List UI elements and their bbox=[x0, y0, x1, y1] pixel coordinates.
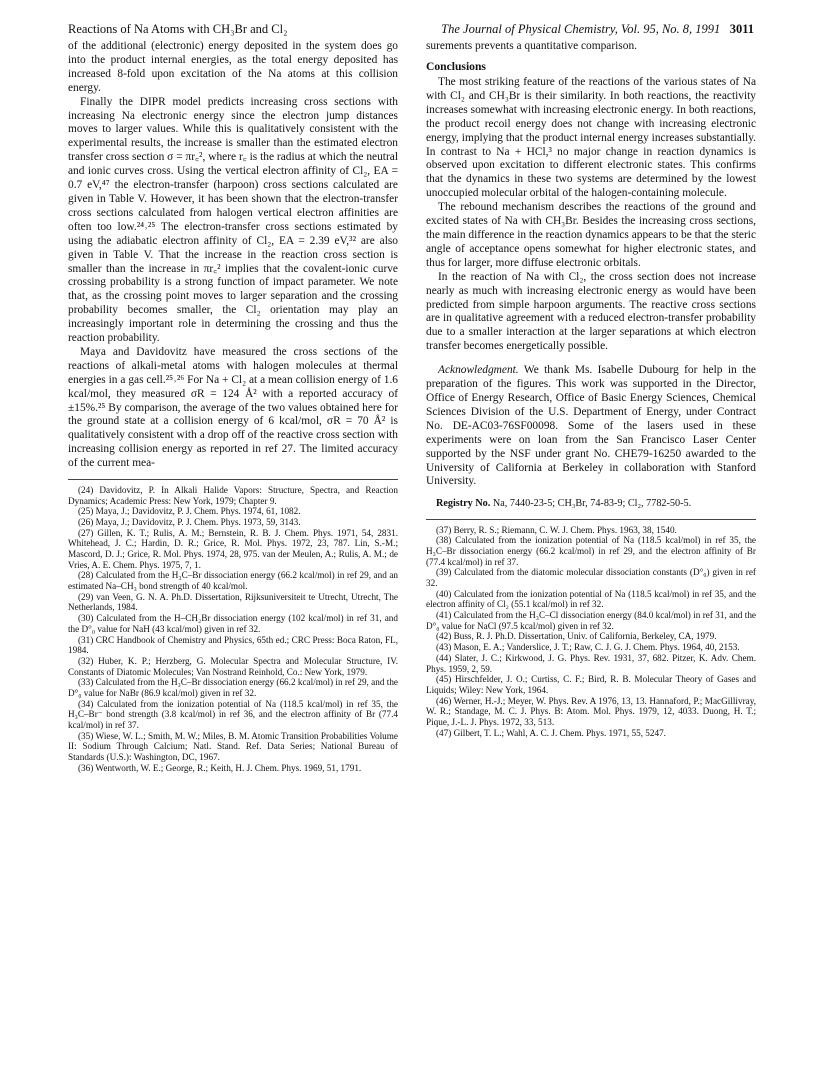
reference-list-right bbox=[426, 525, 756, 738]
reference-item: (32) Huber, K. P.; Herzberg, G. Molecular Spectra and Molecular Structure, IV. Constants of Diatomic Molecules; Van Nostrand Reinhold, Co.: New York, 1979. bbox=[68, 655, 398, 677]
section-heading-conclusions: Conclusions bbox=[426, 59, 486, 73]
right-column bbox=[426, 40, 756, 738]
registry-text: Na, 7440-23-5; CH₃Br, 74-83-9; Cl₂, 7782-50-5. bbox=[490, 498, 692, 510]
reference-item: (43) Mason, E. A.; Vanderslice, J. T.; Raw, C. J. G. J. Chem. Phys. 1964, 40, 2153. bbox=[436, 642, 740, 653]
reference-item: (33) Calculated from the H₃C–Br dissociation energy (66.2 kcal/mol) in ref 29, and the D°₀ value for NaBr (86.9 kcal/mol) given in ref 32. bbox=[68, 677, 398, 698]
body-paragraph: Finally the DIPR model predicts increasing cross sections with increasing Na electronic energy since the electron jump distances moves to larger values. While this is qualitatively consistent with the experimental results, the increase is smaller than the estimated electron transfer cross section σ = πr꜀², where r꜀ is the radius at which the neutral and ionic curves cross. Using the vertical electron affinity of Cl₂, EA = 0.7 eV,⁴⁷ the electron-transfer (harpoon) cross sections calculated are given in Table V. However, it has been shown that the electron-transfer cross sections calculated from halogen vertical electron affinities are often too low.²⁴˒²⁵ The electron-transfer cross sections estimated by using the adiabatic electron affinity of Cl₂, EA = 2.39 eV,³² are also given in Table V. That the increase in the reaction cross section is smaller than the increase in πr꜀² implies that the covalent-ionic curve crossing probability is a strong function of impact parameter. We note that, as the crossing point moves to larger separation and the crossing probability becomes smaller, the Cl₂ orientation may play an increasingly important role in determining the crossing and thus the reaction probability. bbox=[68, 95, 398, 345]
reference-list-left bbox=[68, 485, 398, 773]
reference-item: (41) Calculated from the H₃C–Cl dissociation energy (84.0 kcal/mol) in ref 31, and the D°₀ value for NaCl (97.5 kcal/mol) given in ref 32. bbox=[426, 610, 756, 631]
reference-item: (29) van Veen, G. N. A. Ph.D. Dissertation, Rijksuniversiteit te Utrecht, Utrecht, The Netherlands, 1984. bbox=[68, 591, 398, 613]
reference-item: (27) Gillen, K. T.; Rulis, A. M.; Bernstein, R. B. J. Chem. Phys. 1971, 54, 2831. Whitehead, J. C.; Hardin, D. R.; Grice, R. Mol. Phys. 1972, 23, 787. Lin, S.-M.; Mascord, D. J.; Grice, R. Mol. Phys. 1974, 28, 975. van der Meulen, A.; Rulis, A. M.; de Vries, A. E. Chem. Phys. 1975, 7, 1. bbox=[68, 527, 398, 570]
reference-item: (45) Hirschfelder, J. O.; Curtiss, C. F.; Bird, R. B. Molecular Theory of Gases and Liquids; Wiley: New York, 1964. bbox=[426, 674, 756, 695]
reference-item: (28) Calculated from the H₃C–Br dissociation energy (66.2 kcal/mol) in ref 29, and an estimated Na–CH₃ bond strength of 40 kcal/mol. bbox=[68, 570, 398, 592]
reference-item: (44) Slater, J. C.; Kirkwood, J. G. Phys. Rev. 1931, 37, 682. Pitzer, K. Adv. Chem. Phys. 1959, 2, 59. bbox=[426, 652, 756, 674]
footnote-divider bbox=[426, 519, 756, 520]
body-paragraph: of the additional (electronic) energy deposited in the system does go into the product internal energies, as the total energy deposited has increased 8-fold upon excitation of the Na atoms at this collision energy. bbox=[68, 40, 398, 94]
reference-item: (34) Calculated from the ionization potential of Na (118.5 kcal/mol) in ref 35, the H₃C–Br⁻ bond strength (3.8 kcal/mol) in ref 36, and the electron affinity of Br (77.4 kcal/mol) in ref 37. bbox=[68, 698, 398, 730]
body-paragraph: Maya and Davidovitz have measured the cross sections of the reactions of alkali-metal atoms with halogen molecules at thermal energies in a gas cell.²⁵˒²⁶ For Na + Cl₂ at a mean collision energy of 1.6 kcal/mol, they measured σR = 124 Å² with a reported accuracy of ±15%.²⁵ By comparison, the average of the two values obtained here for the ground state at a collision energy of 6 kcal/mol, σR = 70 Å² is qualitatively consistent with a drop off of the reactive cross section with increasing collision energy as reported in ref 27. The limited accuracy of the current mea- bbox=[68, 345, 398, 470]
reference-item: (46) Werner, H.-J.; Meyer, W. Phys. Rev. A 1976, 13, 13. Hannaford, P.; MacGillivray, W. R.; Standage, M. C. J. Phys. B: Atom. Mol. Phys. 1979, 12, 4033. Duong, H. T.; Pique, J.-L. J. Phys. 1972, 33, 513. bbox=[426, 695, 756, 727]
footnote-divider bbox=[68, 479, 398, 480]
page-number: 3011 bbox=[729, 22, 754, 36]
registry-line bbox=[426, 498, 756, 510]
reference-item: (39) Calculated from the diatomic molecular dissociation constants (D°₀) given in ref 32. bbox=[426, 567, 756, 589]
reference-item: (42) Buss, R. J. Ph.D. Dissertation, Univ. of California, Berkeley, CA, 1979. bbox=[436, 631, 717, 642]
journal-citation: The Journal of Physical Chemistry, Vol. 95, No. 8, 1991 bbox=[441, 22, 721, 36]
reference-item: (30) Calculated from the H–CH₂Br dissociation energy (102 kcal/mol) in ref 31, and the D°₀ value for NaH (43 kcal/mol) given in ref 32. bbox=[68, 613, 398, 634]
body-paragraph: In the reaction of Na with Cl₂, the cross section does not increase nearly as much with increasing electronic energy as would have been predicted from simple harpoon arguments. The reactive cross sections are in qualitative agreement with a reduced electron-transfer probability due to a smaller interaction at the larger separations at which electron transfer becomes energetically possible. bbox=[426, 270, 756, 353]
acknowledgment-paragraph bbox=[426, 364, 756, 489]
reference-item: (36) Wentworth, W. E.; George, R.; Keith, H. J. Chem. Phys. 1969, 51, 1791. bbox=[78, 762, 362, 773]
running-header-journal bbox=[441, 22, 754, 37]
registry-label: Registry No. bbox=[436, 498, 491, 510]
acknowledgment-label: Acknowledgment. bbox=[438, 364, 519, 377]
body-paragraph: The rebound mechanism describes the reactions of the ground and excited states of Na with CH₃Br. Besides the increasing cross sections, the main difference in the reaction dynamics appears to be that the steric angle of acceptance opens somewhat for higher electronic states, and thus for larger, more diffuse electronic orbitals. bbox=[426, 201, 756, 269]
running-header-title: Reactions of Na Atoms with CH₃Br and Cl₂ bbox=[68, 22, 288, 36]
reference-item: (31) CRC Handbook of Chemistry and Physics, 65th ed.; CRC Press: Boca Raton, FL, 1984. bbox=[68, 634, 398, 656]
left-column bbox=[68, 40, 398, 773]
body-paragraph: The most striking feature of the reactions of the various states of Na with Cl₂ and CH₃Br is their similarity. In both reactions, the reactivity increases somewhat with increasing electronic energy. In both reactions, the product recoil energy does not change with increasing electronic energy, implying that the product internal energy increases substantially. In contrast to Na + HCl,³ no major change in reaction dynamics is observed upon excitation to different electronic states. This confirms that the dynamics in these two systems are determined by the lowest unoccupied molecular orbital of the halogen-containing molecule. bbox=[426, 76, 756, 200]
reference-item: (26) Maya, J.; Davidovitz, P. J. Chem. Phys. 1973, 59, 3143. bbox=[78, 517, 301, 528]
acknowledgment-text: We thank Ms. Isabelle Dubourg for help in the preparation of the figures. This work was supported in the Director, Office of Energy Research, Office of Basic Energy Sciences, Chemical Sciences Division of the U.S. Department of Energy, under Contract No. DE-AC03-76SF00098. Some of the lasers used in these experiments were on loan from the San Francisco Laser Center supported by the NSF under grant No. CHE79-16250 awarded to the University of California at Berkeley in collaboration with Stanford University. bbox=[426, 364, 756, 488]
reference-item: (47) Gilbert, T. L.; Wahl, A. C. J. Chem. Phys. 1971, 55, 5247. bbox=[436, 727, 666, 738]
reference-item: (24) Davidovitz, P. In Alkali Halide Vapors: Structure, Spectra, and Reaction Dynamics; Academic Press: New York, 1979; Chapter 9. bbox=[68, 485, 398, 506]
reference-item: (38) Calculated from the ionization potential of Na (118.5 kcal/mol) in ref 35, the H₃C–Br dissociation energy (66.2 kcal/mol) in ref 29, and the electron affinity of Br (77.4 kcal/mol) in ref 37. bbox=[426, 535, 756, 567]
reference-item: (37) Berry, R. S.; Riemann, C. W. J. Chem. Phys. 1963, 38, 1540. bbox=[436, 524, 677, 535]
reference-item: (40) Calculated from the ionization potential of Na (118.5 kcal/mol) in ref 35, and the electron affinity of Cl₂ (55.1 kcal/mol) in ref 32. bbox=[426, 588, 756, 610]
reference-item: (35) Wiese, W. L.; Smith, M. W.; Miles, B. M. Atomic Transition Probabilities Volume II: Sodium Through Calcium; Natl. Stand. Ref. Data Series; National Bureau of Standards (U.S.): Washington, DC, 1967. bbox=[68, 730, 398, 762]
reference-item: (25) Maya, J.; Davidovitz, P. J. Chem. Phys. 1974, 61, 1082. bbox=[78, 506, 301, 517]
body-paragraph: surements prevents a quantitative comparison. bbox=[426, 40, 637, 52]
